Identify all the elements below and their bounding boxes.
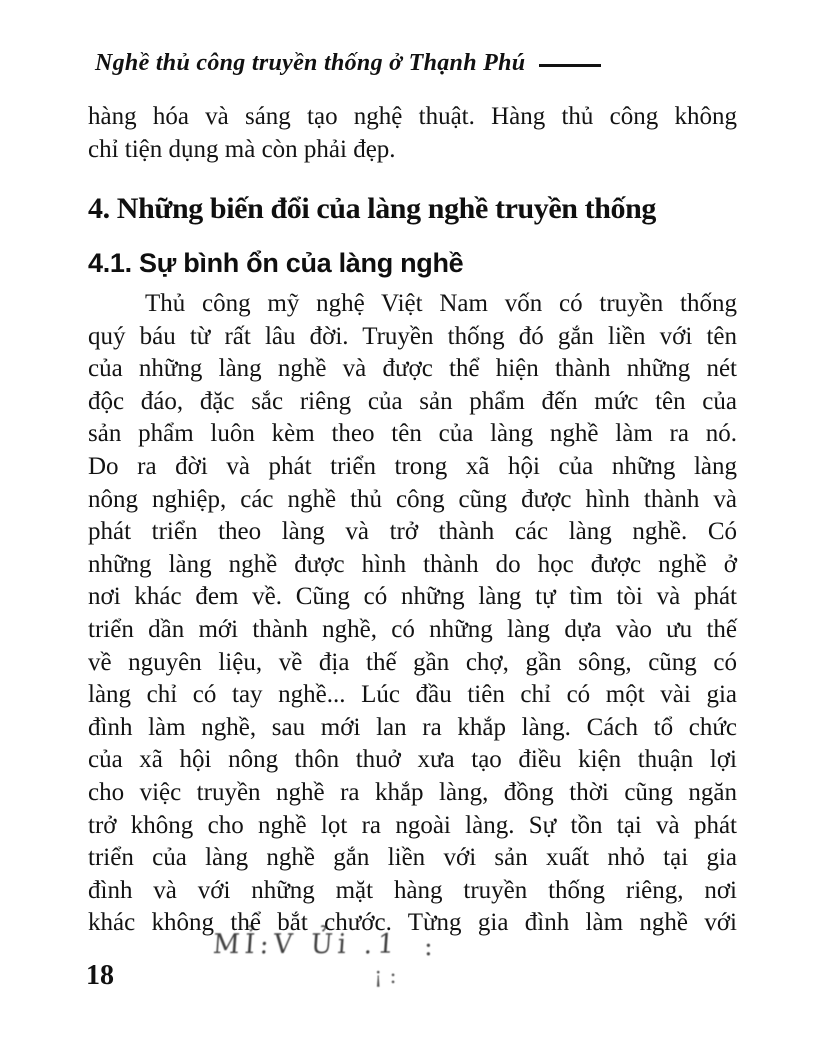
header-rule (539, 64, 601, 67)
intro-paragraph (88, 100, 737, 166)
body-line: nông nghiệp, các nghề thủ công cũng được hình thành và (88, 485, 737, 513)
body-paragraph (88, 288, 737, 940)
body-line: khác không thể bắt chước. Từng gia đình làm nghề với (88, 909, 737, 937)
section-heading: 4. Những biến đổi của làng nghề truyền thống (88, 192, 657, 225)
stamp-mark: : (424, 932, 433, 962)
page-number: 18 (86, 960, 114, 991)
stamp-mark: ¡: (374, 964, 404, 988)
body-line: triển của làng nghề gắn liền với sản xuất nhỏ tại gia (88, 844, 737, 872)
subsection-heading: 4.1. Sự bình ổn của làng nghề (88, 248, 464, 278)
body-line: trở không cho nghề lọt ra ngoài làng. Sự tồn tại và phát (88, 811, 737, 839)
body-line: của những làng nghề và được thể hiện thành những nét (88, 355, 737, 383)
running-header (95, 50, 601, 77)
intro-line: chỉ tiện dụng mà còn phải đẹp. (88, 136, 396, 163)
body-line: cho việc truyền nghề ra khắp làng, đồng thời cũng ngăn (88, 778, 737, 806)
body-line: quý báu từ rất lâu đời. Truyền thống đó gắn liền với tên (88, 322, 737, 350)
body-line: đình và với những mặt hàng truyền thống riêng, nơi (88, 876, 737, 904)
body-line: Thủ công mỹ nghệ Việt Nam vốn có truyền thống (145, 290, 737, 317)
body-line: Do ra đời và phát triển trong xã hội của những làng (88, 452, 737, 480)
body-line: phát triển theo làng và trở thành các làng nghề. Có (88, 518, 737, 546)
body-line: nơi khác đem về. Cũng có những làng tự tìm tòi và phát (88, 583, 737, 611)
body-line: độc đáo, đặc sắc riêng của sản phẩm đến mức tên của (88, 387, 737, 415)
body-line: triển dần mới thành nghề, có những làng dựa vào ưu thế (88, 615, 737, 643)
body-line: những làng nghề được hình thành do học được nghề ở (88, 550, 737, 578)
body-line: của xã hội nông thôn thuở xưa tạo điều kiện thuận lợi (88, 746, 737, 774)
library-stamp-remnant: MỈ:V Ủi .1 (211, 929, 401, 961)
body-line: đình làm nghề, sau mới lan ra khắp làng. Cách tổ chức (88, 713, 737, 741)
body-line: làng chỉ có tay nghề... Lúc đầu tiên chỉ có một vài gia (88, 681, 737, 709)
body-line: sản phẩm luôn kèm theo tên của làng nghề làm ra nó. (88, 420, 737, 448)
running-header-title: Nghề thủ công truyền thống ở Thạnh Phú (95, 50, 526, 76)
intro-line: hàng hóa và sáng tạo nghệ thuật. Hàng thủ công không (88, 103, 737, 130)
body-line: về nguyên liệu, về địa thế gần chợ, gần sông, cũng có (88, 648, 737, 676)
